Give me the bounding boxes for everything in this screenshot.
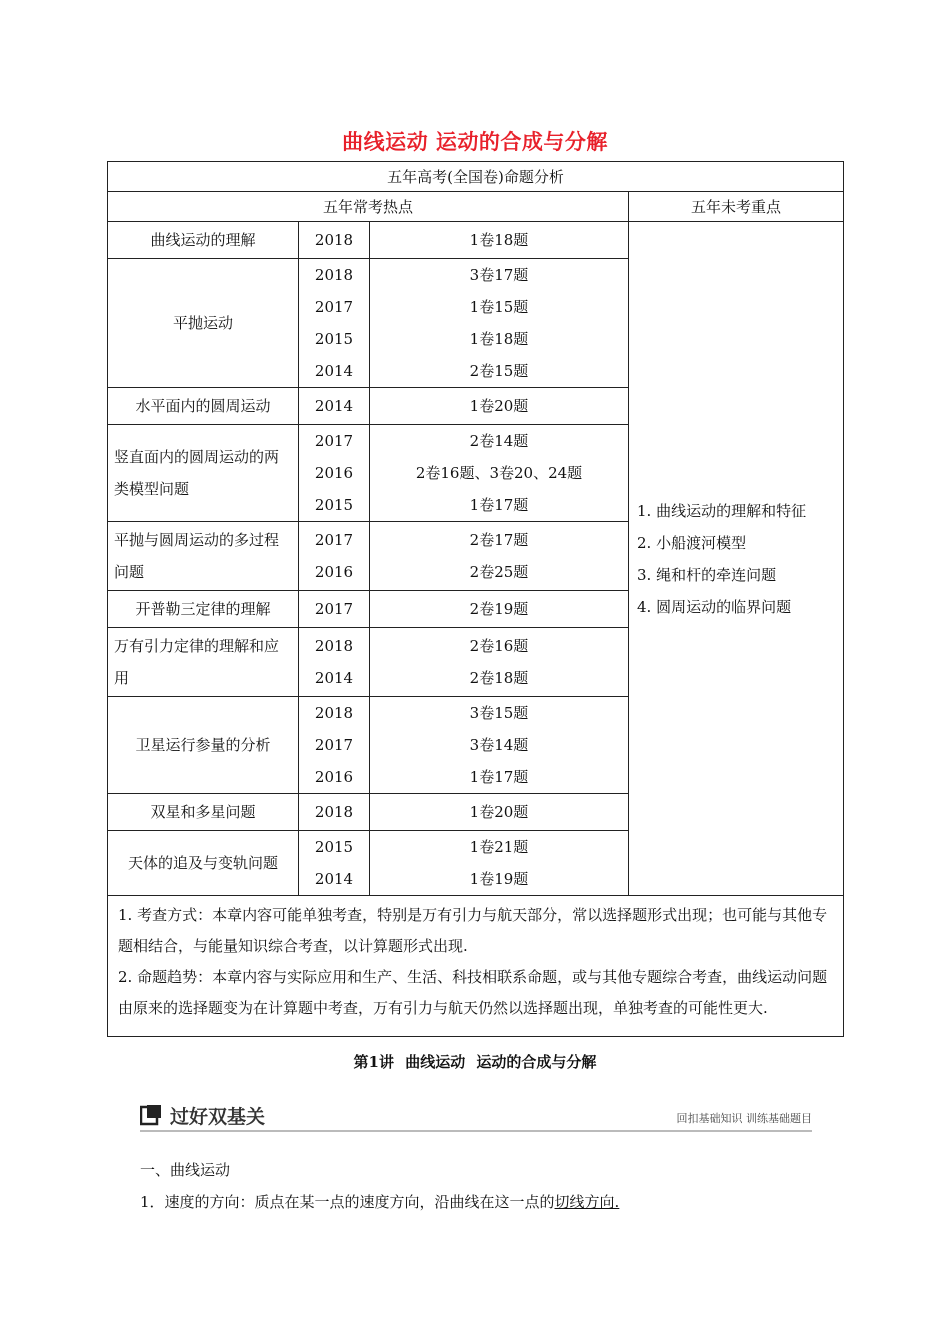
topic-cell: 卫星运行参量的分析 [108,697,299,794]
question-value: 1卷20题 [469,397,529,415]
year-cell [299,388,370,425]
section-banner [140,1100,812,1132]
question-cell [370,591,629,628]
year-value: 2017 [314,432,354,450]
topic-cell: 万有引力定律的理解和应用 [108,628,299,697]
topic-cell: 双星和多星问题 [108,794,299,831]
year-value: 2014 [314,362,354,380]
year-value: 2014 [314,870,354,888]
document-title: 曲线运动 运动的合成与分解 [342,130,608,154]
question-cell [370,222,629,259]
point-answer: 切线方向. [554,1193,620,1211]
year-value: 2016 [314,464,354,482]
year-value: 2018 [314,704,354,722]
year-cell [299,697,370,794]
topic-cell: 开普勒三定律的理解 [108,591,299,628]
year-cell [299,259,370,388]
year-value: 2017 [314,600,354,618]
year-value: 2017 [314,736,354,754]
year-value: 2017 [314,298,354,316]
topic-cell: 天体的追及与变轨问题 [108,831,299,896]
year-value: 2018 [314,803,354,821]
question-value: 1卷20题 [469,803,529,821]
year-cell [299,222,370,259]
year-value: 2018 [314,266,354,284]
question-value: 2卷18题 [469,669,529,687]
question-value: 2卷25题 [469,563,529,581]
untested-item: 4. 圆周运动的临界问题 [637,597,792,616]
topic-cell: 竖直面内的圆周运动的两类模型问题 [108,425,299,522]
notes-row [108,896,844,1037]
point-paragraph [140,1191,619,1212]
lesson-title: 第1讲 曲线运动 运动的合成与分解 [353,1053,597,1071]
year-value: 2016 [314,768,354,786]
question-value: 3卷17题 [469,266,529,284]
banner-subtitle: 回扣基础知识 训练基础题目 [676,1112,812,1125]
note-paragraph: 1. 考查方式：本章内容可能单独考查，特别是万有引力与航天部分，常以选择题形式出现；也可能与其他专题相结合，与能量知识综合考查，以计算题形式出现. [118,906,828,955]
question-cell [370,831,629,896]
question-value: 1卷18题 [469,330,529,348]
question-cell [370,697,629,794]
question-cell [370,259,629,388]
year-value: 2015 [314,330,354,348]
note-paragraph: 2. 命题趋势：本章内容与实际应用和生产、生活、科技相联系命题，或与其他专题综合考查，曲线运动问题由原来的选择题变为在计算题中考查，万有引力与航天仍然以选择题出现，单独考查的可能性更大. [118,968,828,1017]
table-row [108,222,844,259]
year-value: 2018 [314,637,354,655]
table-caption: 五年高考(全国卷)命题分析 [108,162,844,192]
question-value: 1卷18题 [469,231,529,249]
point-text: 1．速度的方向：质点在某一点的速度方向，沿曲线在这一点的 [140,1193,555,1211]
year-cell [299,522,370,591]
hot-topics-header: 五年常考热点 [108,192,629,222]
question-value: 1卷17题 [469,768,529,786]
question-value: 2卷16题、3卷20、24题 [415,464,583,482]
question-value: 1卷15题 [469,298,529,316]
section-heading: 一、曲线运动 [140,1161,231,1179]
untested-topics-header: 五年未考重点 [629,192,844,222]
exam-analysis-table [107,161,844,1037]
topic-cell: 平抛与圆周运动的多过程问题 [108,522,299,591]
question-cell [370,388,629,425]
topic-cell: 水平面内的圆周运动 [108,388,299,425]
untested-item: 1. 曲线运动的理解和特征 [637,501,807,520]
question-value: 2卷16题 [469,637,529,655]
notes-cell [108,896,844,1037]
question-cell [370,628,629,697]
year-value: 2017 [314,531,354,549]
year-cell [299,831,370,896]
question-value: 2卷15题 [469,362,529,380]
question-value: 1卷19题 [469,870,529,888]
year-value: 2018 [314,231,354,249]
question-value: 3卷15题 [469,704,529,722]
year-value: 2015 [314,496,354,514]
year-value: 2014 [314,669,354,687]
year-cell [299,591,370,628]
question-cell [370,425,629,522]
topic-cell: 曲线运动的理解 [108,222,299,259]
question-cell [370,794,629,831]
year-value: 2014 [314,397,354,415]
topic-cell: 平抛运动 [108,259,299,388]
untested-item: 3. 绳和杆的牵连问题 [637,565,777,584]
question-value: 1卷17题 [469,496,529,514]
untested-item: 2. 小船渡河模型 [637,533,747,552]
year-value: 2016 [314,563,354,581]
question-value: 2卷17题 [469,531,529,549]
question-value: 2卷19题 [469,600,529,618]
question-value: 3卷14题 [469,736,529,754]
question-value: 1卷21题 [469,838,529,856]
question-cell [370,522,629,591]
year-cell [299,794,370,831]
year-value: 2015 [314,838,354,856]
untested-focus-cell [629,222,844,896]
banner-title: 过好双基关 [170,1106,266,1128]
year-cell [299,628,370,697]
question-value: 2卷14题 [469,432,529,450]
year-cell [299,425,370,522]
square-bracket-icon [140,1104,162,1126]
